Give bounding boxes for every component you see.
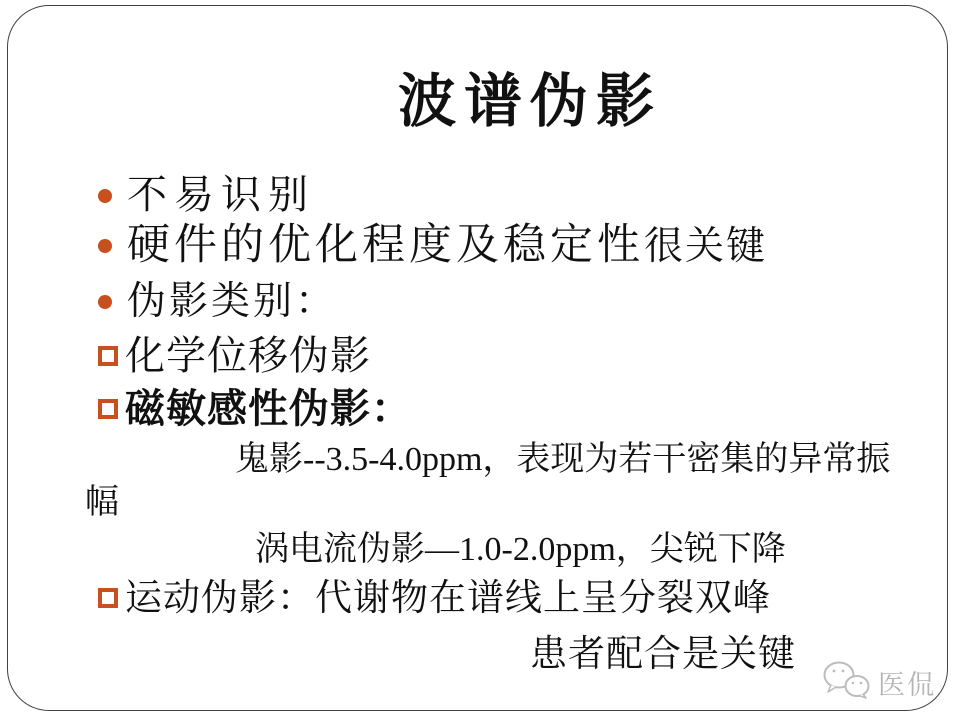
bullet-item-label: 磁敏感性伪影： bbox=[125, 386, 412, 431]
bullet-item-hardware bbox=[98, 211, 767, 272]
detail-ghosting-line2 bbox=[85, 474, 119, 523]
round-bullet-icon bbox=[98, 189, 112, 203]
detail-text: 患者配合是关键 bbox=[530, 634, 796, 675]
detail-text: 幅 bbox=[85, 484, 119, 521]
bullet-item-label: 不易识别 bbox=[127, 172, 315, 217]
bullet-item-label: 硬件的优化程度及稳定性 bbox=[127, 222, 644, 269]
bullet-item-label: 伪影类别： bbox=[127, 280, 338, 323]
bullet-item-label: 运动伪影：代谢物在谱线上呈分裂双峰 bbox=[125, 578, 771, 619]
chat-bubbles-icon bbox=[822, 661, 872, 704]
square-item-susceptibility bbox=[98, 377, 412, 434]
watermark bbox=[822, 661, 936, 704]
bullet-item-label-suffix: 很关键 bbox=[644, 225, 768, 268]
detail-text: 鬼影--3.5-4.0ppm，表现为若干密集的异常振 bbox=[235, 441, 891, 478]
slide-title: 波谱伪影 bbox=[397, 69, 662, 134]
detail-eddy-current bbox=[255, 521, 786, 570]
bullet-item-label: 化学位移伪影 bbox=[125, 333, 371, 378]
square-item-chemical-shift bbox=[98, 324, 371, 381]
detail-patient-cooperation bbox=[530, 623, 796, 677]
detail-text: 涡电流伪影—1.0-2.0ppm，尖锐下降 bbox=[255, 531, 786, 568]
bullet-item-artifact-types bbox=[98, 270, 337, 326]
detail-ghosting-line1 bbox=[235, 431, 890, 480]
round-bullet-icon bbox=[98, 239, 112, 253]
watermark-label: 医侃 bbox=[878, 670, 936, 700]
square-item-motion bbox=[98, 567, 771, 621]
square-bullet-icon bbox=[98, 588, 118, 608]
square-bullet-icon bbox=[98, 399, 118, 419]
square-bullet-icon bbox=[98, 346, 118, 366]
round-bullet-icon bbox=[98, 295, 112, 309]
